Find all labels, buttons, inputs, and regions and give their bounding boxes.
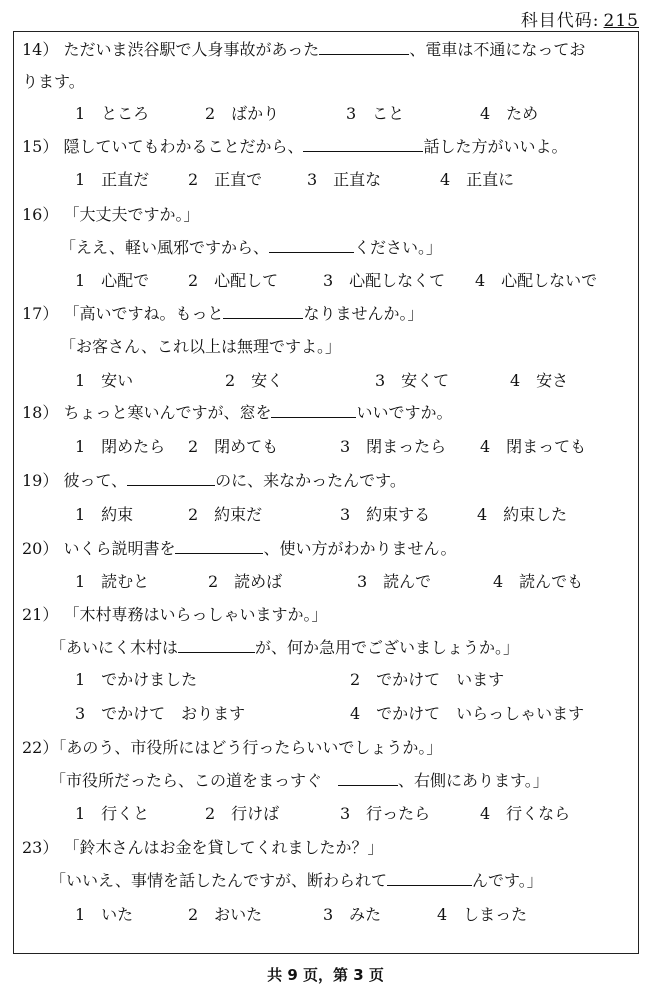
q21-line1-text: 「木村専務はいらっしゃいますか。」	[63, 605, 328, 624]
q23-line1-text: 「鈴木さんはお金を貸してくれましたか？」	[63, 838, 384, 857]
q23-number: 23）	[22, 838, 59, 857]
q19-stem-before: 彼って、	[63, 471, 128, 490]
subject-code-header	[521, 6, 639, 31]
q15-stem-before: 隠していてもわかることだから、	[63, 137, 304, 156]
q14-option-1[interactable]: 1 ところ	[75, 104, 150, 123]
q15-option-2[interactable]: 2 正直で	[188, 170, 263, 189]
q16-option-1[interactable]: 1 心配で	[75, 271, 150, 290]
q22-line1	[22, 738, 442, 758]
q22-line1-text: 「あのう、市役所にはどう行ったらいいでしょうか。」	[58, 738, 443, 757]
q17-line2: 「お客さん、これ以上は無理ですよ。」	[60, 337, 341, 356]
q20-option-4[interactable]: 4 読んでも	[493, 572, 584, 591]
q16-line2-before: 「ええ、軽い風邪ですから、	[60, 238, 269, 257]
q22-option-4[interactable]: 4 行くなら	[480, 804, 571, 823]
q22-blank[interactable]	[338, 771, 398, 786]
q20-stem-before: いくら説明書を	[63, 539, 176, 558]
q20-stem	[22, 539, 456, 559]
q21-blank[interactable]	[178, 638, 255, 653]
q17-number: 17）	[22, 304, 59, 323]
q23-option-2[interactable]: 2 おいた	[188, 905, 263, 924]
q14-number: 14）	[22, 40, 59, 59]
q22-option-1[interactable]: 1 行くと	[75, 804, 150, 823]
q18-option-2[interactable]: 2 閉めても	[188, 437, 279, 456]
q14-stem-after: 、電車は不通になってお	[409, 40, 586, 59]
q21-number: 21）	[22, 605, 59, 624]
q23-line1	[22, 838, 383, 858]
q14-stem-before: ただいま渋谷駅で人身事故があった	[63, 40, 320, 59]
q17-line1-after: なりませんか。」	[303, 304, 424, 323]
q21-option-1[interactable]: 1 でかけました	[75, 670, 198, 689]
q19-stem	[22, 471, 406, 491]
q14-option-4[interactable]: 4 ため	[480, 104, 539, 123]
q22-option-3[interactable]: 3 行ったら	[340, 804, 431, 823]
q21-option-2[interactable]: 2 でかけて います	[350, 670, 505, 689]
q20-option-1[interactable]: 1 読むと	[75, 572, 150, 591]
q15-option-1[interactable]: 1 正直だ	[75, 170, 150, 189]
q17-option-2[interactable]: 2 安く	[225, 371, 284, 390]
q21-option-3[interactable]: 3 でかけて おります	[75, 704, 246, 723]
q22-line2-before: 「市役所だったら、この道をまっすぐ	[50, 771, 323, 790]
q16-line1-text: 「大丈夫ですか。」	[63, 205, 200, 224]
q20-stem-after: 、使い方がわかりません。	[263, 539, 457, 558]
q20-number: 20）	[22, 539, 59, 558]
q20-blank[interactable]	[175, 539, 263, 554]
q14-option-3[interactable]: 3 こと	[346, 104, 405, 123]
q16-option-4[interactable]: 4 心配しないで	[475, 271, 598, 290]
q15-option-4[interactable]: 4 正直に	[440, 170, 515, 189]
q18-option-4[interactable]: 4 閉まっても	[480, 437, 587, 456]
q15-option-3[interactable]: 3 正直な	[307, 170, 382, 189]
q23-line2-before: 「いいえ、事情を話したんですが、断わられて	[50, 871, 387, 890]
q15-number: 15）	[22, 137, 59, 156]
q15-stem	[22, 137, 568, 157]
q16-line2	[60, 238, 442, 258]
q21-line2	[50, 638, 519, 658]
q22-option-2[interactable]: 2 行けば	[205, 804, 280, 823]
q22-line2-after: 、右側にあります。」	[398, 771, 549, 790]
q23-option-3[interactable]: 3 みた	[323, 905, 382, 924]
q17-line1-before: 「高いですね。もっと	[63, 304, 224, 323]
q18-blank[interactable]	[271, 403, 356, 418]
q15-blank[interactable]	[303, 137, 423, 152]
q18-number: 18）	[22, 403, 59, 422]
subject-code-label: 科目代码:	[520, 11, 600, 31]
q17-line1	[22, 304, 424, 324]
q18-stem-after: いいですか。	[356, 403, 453, 422]
q19-option-2[interactable]: 2 約束だ	[188, 505, 263, 524]
q21-line2-after: が、何か急用でございましょうか。」	[255, 638, 520, 657]
q19-blank[interactable]	[127, 471, 215, 486]
q23-option-4[interactable]: 4 しまった	[437, 905, 528, 924]
q22-line2	[50, 771, 549, 791]
q18-stem-before: ちょっと寒いんですが、窓を	[63, 403, 272, 422]
q18-option-1[interactable]: 1 閉めたら	[75, 437, 166, 456]
q23-blank[interactable]	[387, 871, 472, 886]
q23-line2	[50, 871, 543, 891]
q16-option-3[interactable]: 3 心配しなくて	[323, 271, 446, 290]
q15-stem-after: 話した方がいいよ。	[423, 137, 568, 156]
q17-option-3[interactable]: 3 安くて	[375, 371, 450, 390]
q23-option-1[interactable]: 1 いた	[75, 905, 134, 924]
q16-number: 16）	[22, 205, 59, 224]
page-footer: 共 9 页，第 3 页	[267, 966, 384, 984]
subject-code-value: 215	[603, 11, 639, 31]
q14-blank[interactable]	[319, 40, 409, 55]
q22-number: 22）	[22, 738, 59, 757]
q17-blank[interactable]	[223, 304, 303, 319]
q19-number: 19）	[22, 471, 59, 490]
q20-option-2[interactable]: 2 読めば	[208, 572, 283, 591]
q17-option-1[interactable]: 1 安い	[75, 371, 134, 390]
q17-option-4[interactable]: 4 安さ	[510, 371, 569, 390]
q19-option-1[interactable]: 1 約束	[75, 505, 134, 524]
q20-option-3[interactable]: 3 読んで	[357, 572, 432, 591]
q18-stem	[22, 403, 453, 423]
q18-option-3[interactable]: 3 閉まったら	[340, 437, 447, 456]
q19-option-3[interactable]: 3 約束する	[340, 505, 431, 524]
q16-blank[interactable]	[269, 238, 354, 253]
q21-line2-before: 「あいにく木村は	[50, 638, 179, 657]
q14-stem	[22, 40, 585, 60]
q21-option-4[interactable]: 4 でかけて いらっしゃいます	[350, 704, 585, 723]
q21-line1	[22, 605, 327, 625]
q14-option-2[interactable]: 2 ばかり	[205, 104, 280, 123]
q14-stem-cont: ります。	[22, 72, 85, 91]
q23-line2-after: んです。」	[471, 871, 543, 890]
q16-option-2[interactable]: 2 心配して	[188, 271, 279, 290]
q16-line2-after: ください。」	[353, 238, 442, 257]
q19-stem-after: のに、来なかったんです。	[215, 471, 406, 490]
q16-line1	[22, 205, 199, 225]
q19-option-4[interactable]: 4 約束した	[477, 505, 568, 524]
